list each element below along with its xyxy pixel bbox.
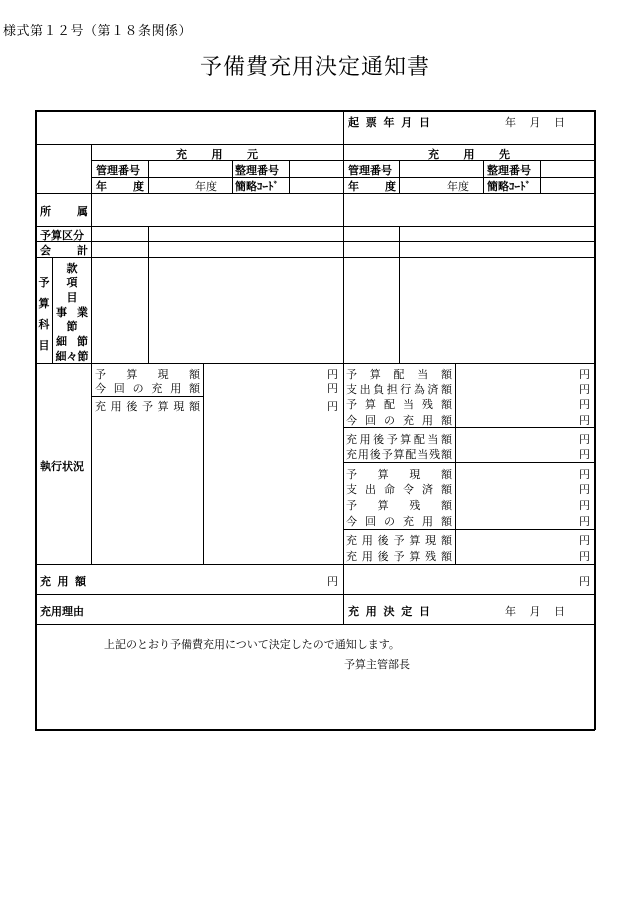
issue-date-fields-char: 日 xyxy=(554,116,565,129)
kamoku-item xyxy=(56,333,88,349)
grid-line xyxy=(343,144,344,624)
kaikei-label xyxy=(40,242,88,258)
grid-line xyxy=(35,624,594,625)
shozoku-label xyxy=(40,203,88,219)
status-right-label: 予算配当額 xyxy=(346,368,452,381)
status-right-unit: 円 xyxy=(579,383,590,396)
status-right-label: 予算残額 xyxy=(346,499,452,512)
dest-heading-char: 用 xyxy=(463,148,475,161)
grid-line xyxy=(35,594,594,595)
issue-date-fields-char: 年 xyxy=(505,116,516,129)
reason-label: 充用理由 xyxy=(40,605,84,618)
kamoku-item: 款 xyxy=(66,262,78,275)
grid-line xyxy=(35,729,595,731)
source-heading-char: 用 xyxy=(211,148,223,161)
status-left-label: 今回の充用額 xyxy=(95,382,200,395)
decision-date-label xyxy=(348,603,430,619)
status-right-label: 支出負担行為済額 xyxy=(346,383,452,396)
decision-date-fields-char: 日 xyxy=(554,605,565,618)
source-heading-char: 元 xyxy=(247,148,258,161)
dest-seiri-label: 整理番号 xyxy=(487,164,531,177)
kamoku-item: 節 xyxy=(66,320,78,333)
grid-line xyxy=(35,226,594,227)
grid-line xyxy=(91,144,92,564)
decision-date-label-char: 決 xyxy=(383,605,395,618)
amount-label-char: 額 xyxy=(75,575,86,588)
kamoku-vertical-char: 予 xyxy=(38,276,50,289)
execution-status-label: 執行状況 xyxy=(40,460,84,473)
decision-date-fields-char: 月 xyxy=(529,605,541,618)
grid-line xyxy=(540,160,541,193)
decision-date-label-char: 用 xyxy=(365,605,377,618)
dest-year-label xyxy=(348,178,396,194)
kamoku-vertical-char: 科 xyxy=(38,318,50,331)
status-right-label: 支出命令済額 xyxy=(346,483,452,496)
status-right-label: 今回の充用額 xyxy=(346,515,452,528)
status-right-unit: 円 xyxy=(579,515,590,528)
shozoku-label-char: 所 xyxy=(40,205,51,218)
kaikei-label-char: 会 xyxy=(40,244,51,257)
issue-date-label: 起票年月日 xyxy=(348,116,430,129)
grid-line xyxy=(35,363,594,364)
grid-line xyxy=(232,160,233,193)
source-mgmt-label: 管理番号 xyxy=(96,164,140,177)
status-left-unit: 円 xyxy=(327,400,338,413)
kamoku-item-char: 節 xyxy=(77,335,88,348)
grid-line xyxy=(35,110,595,112)
dest-year-suffix: 年度 xyxy=(447,180,469,193)
decision-date-label-char: 充 xyxy=(348,605,359,618)
status-right-unit: 円 xyxy=(579,483,590,496)
status-right-label: 充用後予算配当残額 xyxy=(346,448,452,461)
kamoku-item: 目 xyxy=(66,291,78,304)
source-year-label xyxy=(96,178,144,194)
status-right-label: 予算現額 xyxy=(346,468,452,481)
grid-line xyxy=(35,110,37,730)
dest-heading xyxy=(428,146,510,162)
source-seiri-label: 整理番号 xyxy=(235,164,279,177)
status-right-unit: 円 xyxy=(579,499,590,512)
status-left-unit: 円 xyxy=(327,382,338,395)
grid-line xyxy=(483,160,484,193)
status-right-unit: 円 xyxy=(579,534,590,547)
source-year-suffix: 年度 xyxy=(195,180,217,193)
grid-line xyxy=(399,160,400,193)
decision-date-label-char: 日 xyxy=(419,605,430,618)
source-heading-char: 充 xyxy=(176,148,187,161)
grid-line xyxy=(148,160,149,193)
kamoku-item-char: 事 xyxy=(56,306,67,319)
status-right-label: 充用後予算残額 xyxy=(346,550,452,563)
grid-line xyxy=(343,529,594,530)
status-right-unit: 円 xyxy=(579,550,590,563)
budget-category-label: 予算区分 xyxy=(40,229,84,242)
kamoku-item: 項 xyxy=(66,276,78,289)
grid-line xyxy=(35,257,594,258)
decision-date-label-char: 定 xyxy=(401,605,413,618)
status-right-unit: 円 xyxy=(579,433,590,446)
grid-line xyxy=(455,363,456,564)
grid-line xyxy=(148,226,149,363)
form-number-label: 様式第１２号（第１８条関係） xyxy=(3,24,193,39)
dest-heading-char: 先 xyxy=(499,148,510,161)
source-year-label-char: 度 xyxy=(133,180,144,193)
status-right-unit: 円 xyxy=(579,414,590,427)
amount-left-unit: 円 xyxy=(327,575,338,588)
document-title: 予備費充用決定通知書 xyxy=(199,55,430,80)
dest-code-label: 簡略ｺｰﾄﾞ xyxy=(487,180,531,193)
kamoku-item-char: 業 xyxy=(77,306,88,319)
grid-line xyxy=(343,462,594,463)
grid-line xyxy=(594,110,596,730)
kamoku-item-char: 細 xyxy=(56,335,67,348)
status-right-unit: 円 xyxy=(579,468,590,481)
status-right-label: 予算配当残額 xyxy=(346,398,452,411)
status-left-unit: 円 xyxy=(327,368,338,381)
kamoku-item: 細々節 xyxy=(55,350,89,363)
status-right-unit: 円 xyxy=(579,398,590,411)
status-right-unit: 円 xyxy=(579,448,590,461)
dest-year-label-char: 年 xyxy=(348,180,359,193)
issue-date-fields xyxy=(505,114,565,130)
grid-line xyxy=(35,564,594,565)
amount-right-unit: 円 xyxy=(579,575,590,588)
grid-line xyxy=(399,226,400,363)
grid-line xyxy=(203,363,204,564)
source-year-label-char: 年 xyxy=(96,180,107,193)
dest-heading-char: 充 xyxy=(428,148,439,161)
decision-date-fields xyxy=(505,603,565,619)
kamoku-vertical-char: 目 xyxy=(38,339,50,352)
issue-date-fields-char: 月 xyxy=(529,116,541,129)
status-right-label: 充用後予算配当額 xyxy=(346,433,452,446)
kaikei-label-char: 計 xyxy=(77,244,88,257)
status-right-unit: 円 xyxy=(579,368,590,381)
status-right-label: 充用後予算現額 xyxy=(346,534,452,547)
notice-text: 上記のとおり予備費充用について決定したので通知します。 xyxy=(104,638,400,651)
grid-line xyxy=(35,144,594,145)
status-left-label: 充用後予算現額 xyxy=(95,400,200,413)
source-heading xyxy=(176,146,258,162)
grid-line xyxy=(91,396,203,397)
amount-label-char: 用 xyxy=(57,575,69,588)
decision-date-fields-char: 年 xyxy=(505,605,516,618)
kamoku-vertical-char: 算 xyxy=(38,297,50,310)
grid-line xyxy=(343,110,344,144)
dest-year-label-char: 度 xyxy=(385,180,396,193)
grid-line xyxy=(289,160,290,193)
source-code-label: 簡略ｺｰﾄﾞ xyxy=(235,180,279,193)
shozoku-label-char: 属 xyxy=(77,205,88,218)
grid-line xyxy=(35,241,594,242)
amount-label xyxy=(40,573,86,589)
notice-signer: 予算主管部長 xyxy=(344,658,410,671)
status-left-label: 予算現額 xyxy=(95,368,200,381)
dest-mgmt-label: 管理番号 xyxy=(348,164,392,177)
status-right-label: 今回の充用額 xyxy=(346,414,452,427)
amount-label-char: 充 xyxy=(40,575,51,588)
